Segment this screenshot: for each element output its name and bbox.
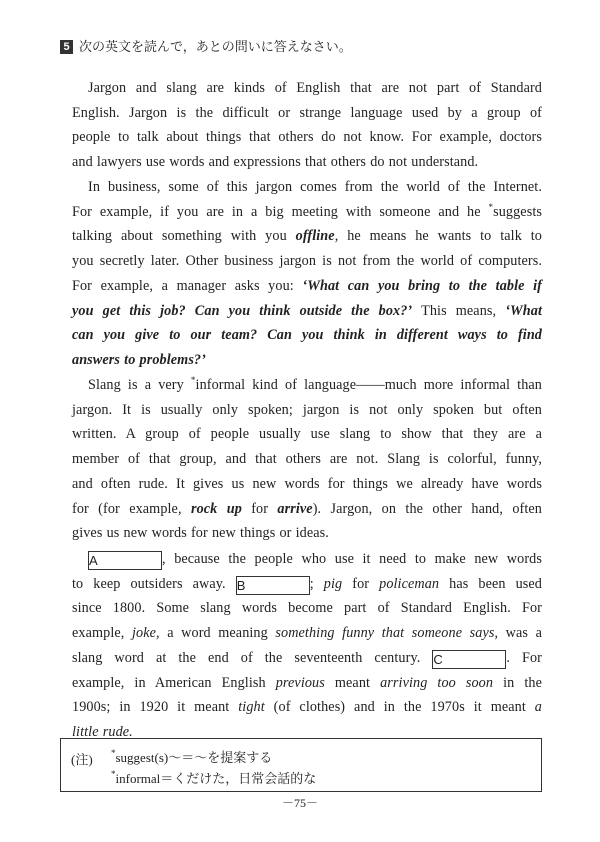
answer-blank-a[interactable]: A [88, 551, 162, 570]
text-line [72, 274, 542, 299]
paragraph-4 [72, 547, 542, 745]
text-line [72, 572, 542, 597]
text-span: informal kind of language——much more informal than [195, 377, 542, 393]
emphasis-text: ‘What [505, 302, 542, 319]
text-line [72, 547, 542, 572]
footnote-asterisk: * [111, 769, 116, 779]
emphasis-text: tight [238, 699, 265, 716]
text-span: for [241, 500, 278, 517]
text-line [72, 200, 542, 225]
emphasis-text: answers to problems?’ [72, 351, 206, 368]
text-span: suggests [493, 203, 542, 220]
text-line [72, 224, 542, 249]
text-span: For example, a manager asks you: [72, 277, 303, 294]
emphasis-text: can you give to our team? Can you think in different ways to find [72, 327, 542, 344]
text-span: to keep outsiders away. [72, 575, 226, 592]
text-span: This means, [412, 302, 506, 319]
text-line [72, 323, 542, 348]
text-span: Slang is a very [88, 377, 191, 393]
text-span: meant [324, 674, 381, 691]
text-span: in the [493, 674, 542, 691]
text-line [72, 348, 542, 373]
emphasis-text: joke [131, 625, 156, 642]
paragraph-3 [72, 373, 542, 546]
text-line [72, 621, 542, 646]
text-span: . For [506, 649, 542, 666]
text-line: gives us new words for new things or ideas. [72, 525, 329, 542]
emphasis-text: rock up [190, 500, 242, 517]
text-line: member of that group, and that others are not. Slang is colorful, funny, [72, 451, 542, 468]
footnote-asterisk: * [111, 748, 116, 758]
emphasis-text: ‘What can you bring to the table if [302, 277, 542, 294]
text-line [72, 671, 542, 696]
emphasis-text: you get this job? Can you think outside the box?’ [72, 302, 413, 319]
text-span: , because the people who use it need to make new words [162, 551, 542, 567]
text-line: and lawyers use words and expressions that others do not understand. [72, 154, 479, 171]
question-number: 5 [60, 40, 73, 54]
emphasis-text: previous [275, 674, 325, 691]
text-span: ; [309, 575, 324, 592]
footnote-item [111, 768, 316, 787]
text-line: and often rude. It gives us new words for things we already have words [72, 475, 542, 492]
text-span: slang word at the end of the seventeenth century. [72, 649, 421, 666]
text-span: (of clothes) and in the 1970s it meant [264, 699, 535, 716]
question-header [60, 38, 352, 56]
answer-blank-b[interactable]: B [236, 576, 310, 595]
text-span: 1900s; in 1920 it meant [72, 699, 239, 716]
emphasis-text: arriving too soon [380, 674, 494, 691]
text-line: written. A group of people usually use slang to show that they are a [72, 426, 542, 443]
emphasis-text: little rude. [72, 723, 133, 740]
emphasis-text: offline [295, 228, 335, 245]
text-span: example, in American English [72, 674, 276, 691]
text-line [72, 497, 542, 522]
emphasis-text: a [534, 699, 542, 716]
footnote-text: informal＝くだけた，日常会話的な [115, 771, 317, 786]
page-number: －75－ [281, 796, 318, 810]
paragraph-2 [72, 175, 542, 373]
text-span: For example, if you are in a big meeting with someone and he [72, 203, 489, 220]
footnote-text: suggest(s)～＝～を提案する [115, 750, 273, 765]
emphasis-text: something funny that someone says [275, 625, 495, 642]
text-span: for (for example, [72, 500, 191, 517]
text-line: people to talk about things that others do not know. For example, doctors [72, 129, 542, 146]
text-span: for [342, 575, 380, 592]
text-line [72, 299, 542, 324]
text-line: since 1800. Some slang words become part of Standard English. For [72, 600, 542, 617]
text-span: , a word meaning [156, 625, 276, 642]
question-instruction: 次の英文を読んで，あとの問いに答えなさい。 [79, 39, 352, 54]
footnote-box [60, 738, 542, 792]
text-line: English. Jargon is the difficult or strange language used by a group of [72, 104, 542, 121]
text-line [72, 373, 542, 398]
footnote-item [111, 747, 272, 766]
answer-blank-c[interactable]: C [432, 650, 506, 669]
emphasis-text: policeman [379, 575, 440, 592]
text-line: Jargon and slang are kinds of English that are not part of Standard [88, 80, 542, 96]
text-line [72, 695, 542, 720]
text-line [72, 646, 542, 671]
text-line: you secretly later. Other business jargon is not from the world of computers. [72, 253, 542, 270]
footnote-label: (注) [71, 752, 93, 767]
text-span: , was a [494, 625, 542, 642]
footnote-asterisk: * [488, 201, 494, 212]
text-span: has been used [439, 575, 542, 592]
paragraph-1 [72, 76, 542, 175]
text-span: example, [72, 625, 132, 642]
text-span: ). Jargon, on the other hand, often [312, 500, 542, 517]
emphasis-text: pig [323, 575, 343, 592]
text-span: talking about something with you [72, 228, 296, 245]
emphasis-text: arrive [277, 500, 313, 517]
footnote-asterisk: * [190, 375, 196, 385]
text-line: In business, some of this jargon comes from the world of the Internet. [88, 179, 542, 195]
text-line: jargon. It is usually only spoken; jargon is not only spoken but often [72, 401, 542, 418]
text-span: , he means he wants to talk to [334, 228, 542, 245]
